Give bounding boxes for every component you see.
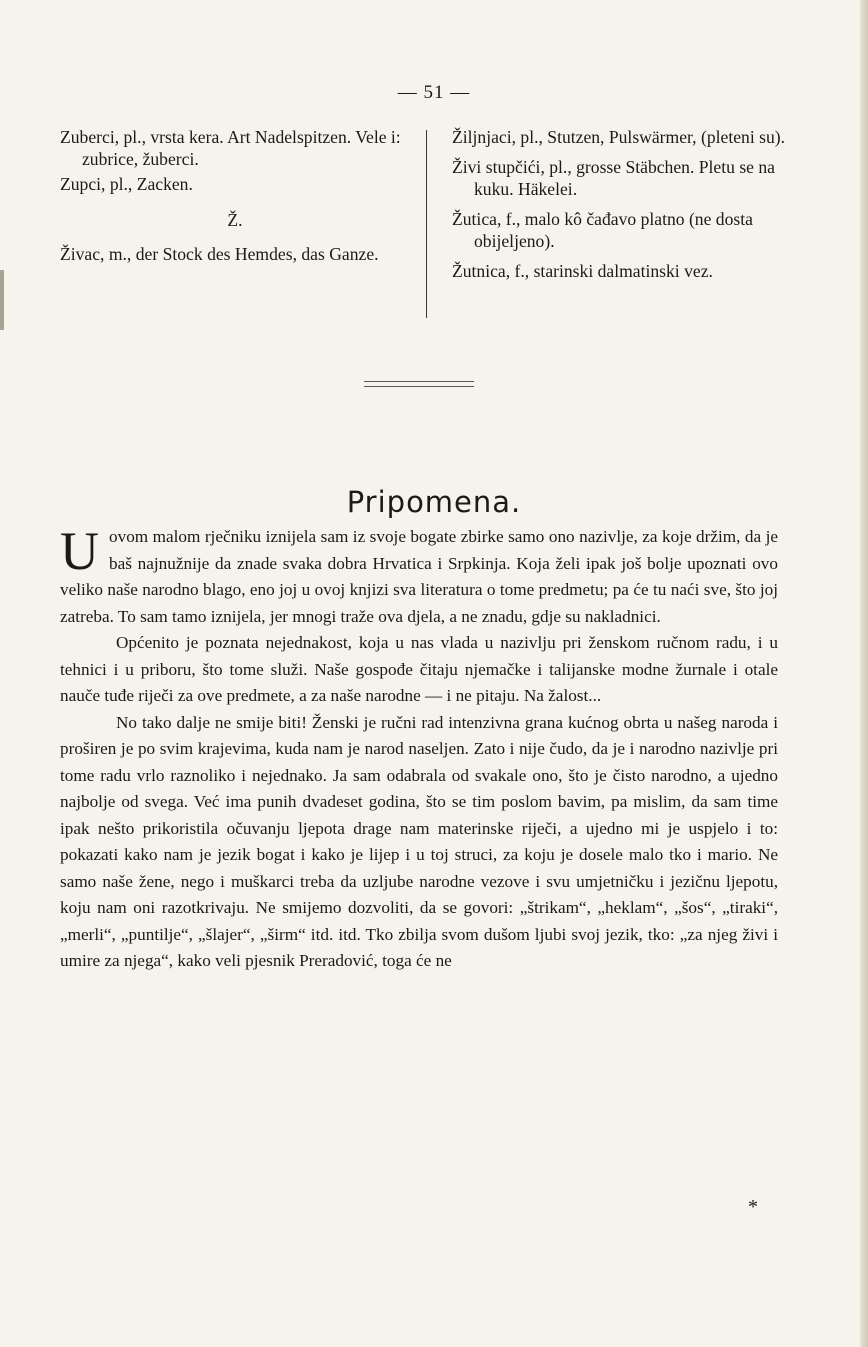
left-column — [60, 126, 410, 268]
dictionary-entry: Živi stupčići, pl., grosse Stäbchen. Pletu se na kuku. Häkelei. — [452, 157, 775, 199]
section-letter: Ž. — [227, 210, 243, 230]
body-text — [60, 521, 778, 975]
dictionary-entry: Zuberci, pl., vrsta kera. Art Nadelspitzen. Vele i: zubrice, žuberci. — [60, 127, 401, 169]
page-number: — 51 — — [397, 82, 471, 103]
dictionary-entry: Žiljnjaci, pl., Stutzen, Pulswärmer, (pleteni su). — [452, 127, 786, 147]
paragraph-1 — [60, 521, 778, 630]
dictionary-entry: Žutica, f., malo kô čađavo platno (ne dosta obijeljeno). — [452, 209, 753, 251]
dictionary-entry: Živac, m., der Stock des Hemdes, das Ganze. — [60, 244, 379, 264]
paragraph-3: No tako dalje ne smije biti! Ženski je ručni rad intenzivna grana kućnog obrta u našeg naroda i proširen je po svim krajevima, kuda nam je narod naseljen. Zato i nije čudo, da je i narodno nazivlje pri tome radu vrlo raznoliko i nejednako. Ja sam odabrala od svakale ono, što je čisto narodno, a ujedno najbolje od svega. Već ima punih dvadeset godina, što se tim poslom bavim, pa mislim, da sam time ipak nešto prikoristila očuvanju ljepota drage nam materinske riječi, a ujedno mi je uspjelo i to: pokazati kako nam je jezik bogat i kako je lijep i u toj struci, za koju je dosele malo tko i mario. Ne samo naše žene, nego i muškarci treba da uzljube narodne vezove i svu umjetničku i jezičnu ljepotu, koju nam oni razotkrivaju. Ne smijemo dozvoliti, da se govori: „štrikam“, „heklam“, „šos“, „tiraki“, „merli“, „puntilje“, „šlajer“, „širm“ itd. itd. Tko zbilja svom dušom ljubi svoj jezik, tko: „za njeg živi i umire za njega“, kako veli pjesnik Preradović, toga će ne — [60, 712, 778, 970]
footnote-mark: * — [748, 1196, 758, 1218]
dictionary-entry: Žutnica, f., starinski dalmatinski vez. — [452, 261, 713, 281]
column-divider — [426, 130, 427, 318]
drop-cap: U — [60, 521, 99, 581]
page-edge — [860, 0, 868, 1347]
section-rule — [364, 381, 474, 387]
section-heading: Pripomena. — [346, 485, 522, 520]
paragraph-2: Općenito je poznata nejednakost, koja u nas vlada u nazivlju pri ženskom ručnom radu, i u tehnici i u priboru, što tome služi. Naše gospođe čitaju njemačke i talijanske modne žurnale i otale nauče tuđe riječi za ove predmete, a za naše narodne — i ne pitaju. Na žalost... — [60, 633, 778, 705]
binding-mark — [0, 270, 4, 330]
dictionary-entry: Zupci, pl., Zacken. — [60, 174, 193, 194]
right-column — [452, 126, 792, 290]
paragraph-1-text: ovom malom rječniku iznijela sam iz svoje bogate zbirke samo ono nazivlje, za koje držim, da je baš najnužnije da znade svaka dobra Hrvatica i Srpkinja. Koja želi ipak još bolje upoznati ovo veliko naše narodno blago, eno joj u ovoj knjizi sva literatura o tome predmetu; pa će tu naći sve, što joj zatreba. To sam tamo iznijela, jer mnogi traže ova djela, a ne znadu, gdje su nakladnici. — [60, 527, 778, 626]
